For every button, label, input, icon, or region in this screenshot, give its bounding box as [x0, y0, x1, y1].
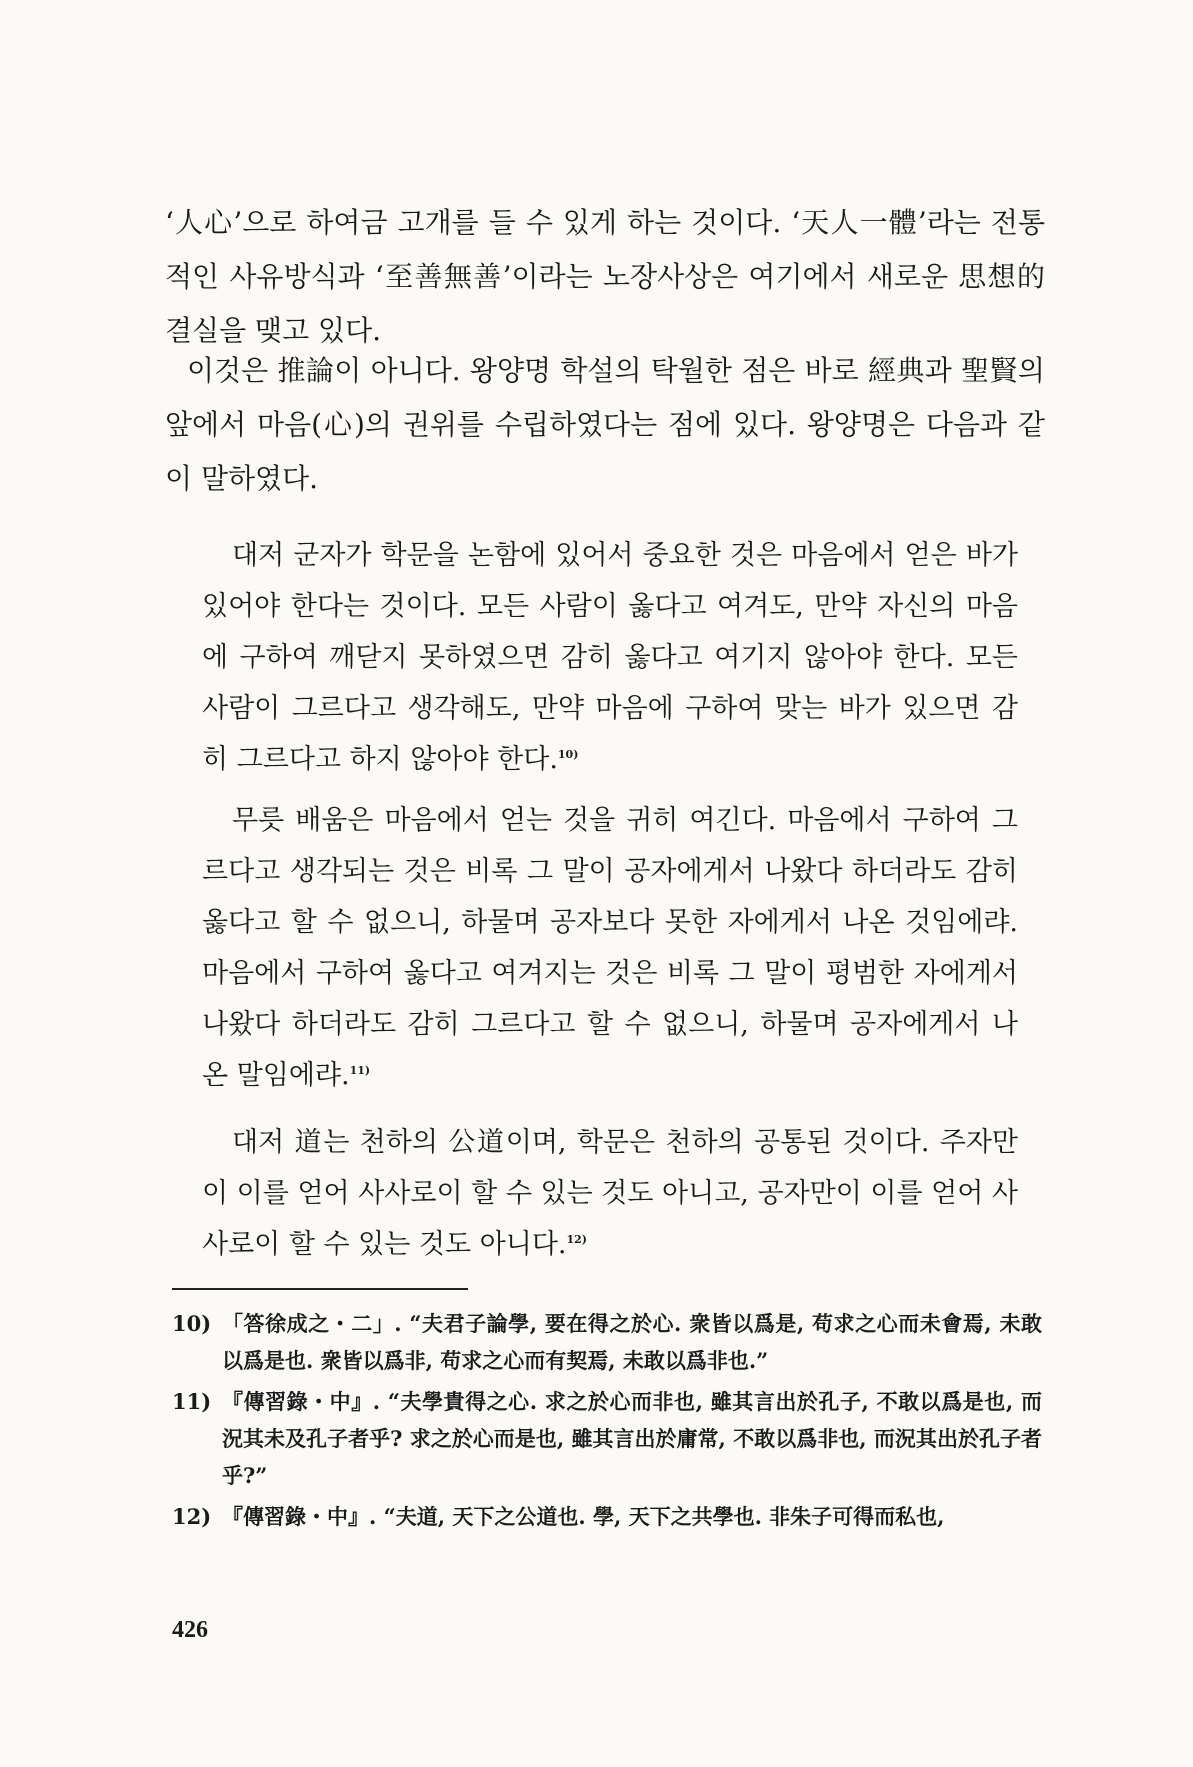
block-quote [202, 1117, 1018, 1270]
footnote-ref: 11) [349, 1064, 371, 1077]
block-quote [202, 795, 1018, 1101]
footnote-divider [172, 1288, 468, 1290]
page-number: 426 [172, 1617, 208, 1643]
quote-text: 대저 군자가 학문을 논함에 있어서 중요한 것은 마음에서 얻은 바가 있어야 한다는 것이다. 모든 사람이 옳다고 여겨도, 만약 자신의 마음에 구하여 깨닫지 못하였으면 감히 옳다고 여기지 않아야 한다. 모든 사람이 그르다고 생각해도, 만약 마음에 구하여 맞는 바가 있으면 감히 그르다고 하지 않아야 한다. [202, 540, 1018, 775]
footnote-number: 10) [172, 1311, 212, 1336]
footnote [172, 1498, 1042, 1535]
footnote-number: 12) [172, 1504, 212, 1529]
footnote [172, 1305, 1042, 1379]
body-paragraph: 이것은 推論이 아니다. 왕양명 학설의 탁월한 점은 바로 經典과 聖賢의 앞에서 마음(心)의 권위를 수립하였다는 점에 있다. 왕양명은 다음과 같이 말하였다. [165, 354, 1045, 495]
footnote [172, 1383, 1042, 1494]
footnote-text: 「答徐成之・二」. “夫君子論學, 要在得之於心. 衆皆以爲是, 苟求之心而未會焉, 未敢以爲是也. 衆皆以爲非, 苟求之心而有契焉, 未敢以爲非也.” [222, 1311, 1042, 1373]
footnotes [172, 1305, 1042, 1539]
footnote-ref: 10) [557, 748, 579, 761]
quote-text: 무릇 배움은 마음에서 얻는 것을 귀히 여긴다. 마음에서 구하여 그르다고 생각되는 것은 비록 그 말이 공자에게서 나왔다 하더라도 감히 옳다고 할 수 없으니, 하물며 공자보다 못한 자에게서 나온 것임에랴. 마음에서 구하여 옳다고 여겨지는 것은 비록 그 말이 평범한 자에게서 나왔다 하더라도 감히 그르다고 할 수 없으니, 하물며 공자에게서 나온 말임에랴. [202, 805, 1018, 1091]
footnote-number: 11) [172, 1389, 212, 1414]
quote-text: 대저 道는 천하의 公道이며, 학문은 천하의 공통된 것이다. 주자만이 이를 얻어 사사로이 할 수 있는 것도 아니고, 공자만이 이를 얻어 사사로이 할 수 있는 것도 아니다. [202, 1127, 1018, 1260]
footnote-ref: 12) [566, 1233, 587, 1246]
block-quote [202, 530, 1018, 785]
footnote-text: 『傳習錄・中』. “夫學貴得之心. 求之於心而非也, 雖其言出於孔子, 不敢以爲是也, 而況其未及孔子者乎? 求之於心而是也, 雖其言出於庸常, 不敢以爲非也, 而況其出於孔子者乎?” [222, 1389, 1042, 1488]
footnote-text: 『傳習錄・中』. “夫道, 天下之公道也. 學, 天下之共學也. 非朱子可得而私也, [222, 1504, 945, 1529]
body-paragraph: ‘人心’으로 하여금 고개를 들 수 있게 하는 것이다. ‘天人一體’라는 전통적인 사유방식과 ‘至善無善’이라는 노장사상은 여기에서 새로운 思想的 결실을 맺고 있다. [165, 206, 1045, 347]
